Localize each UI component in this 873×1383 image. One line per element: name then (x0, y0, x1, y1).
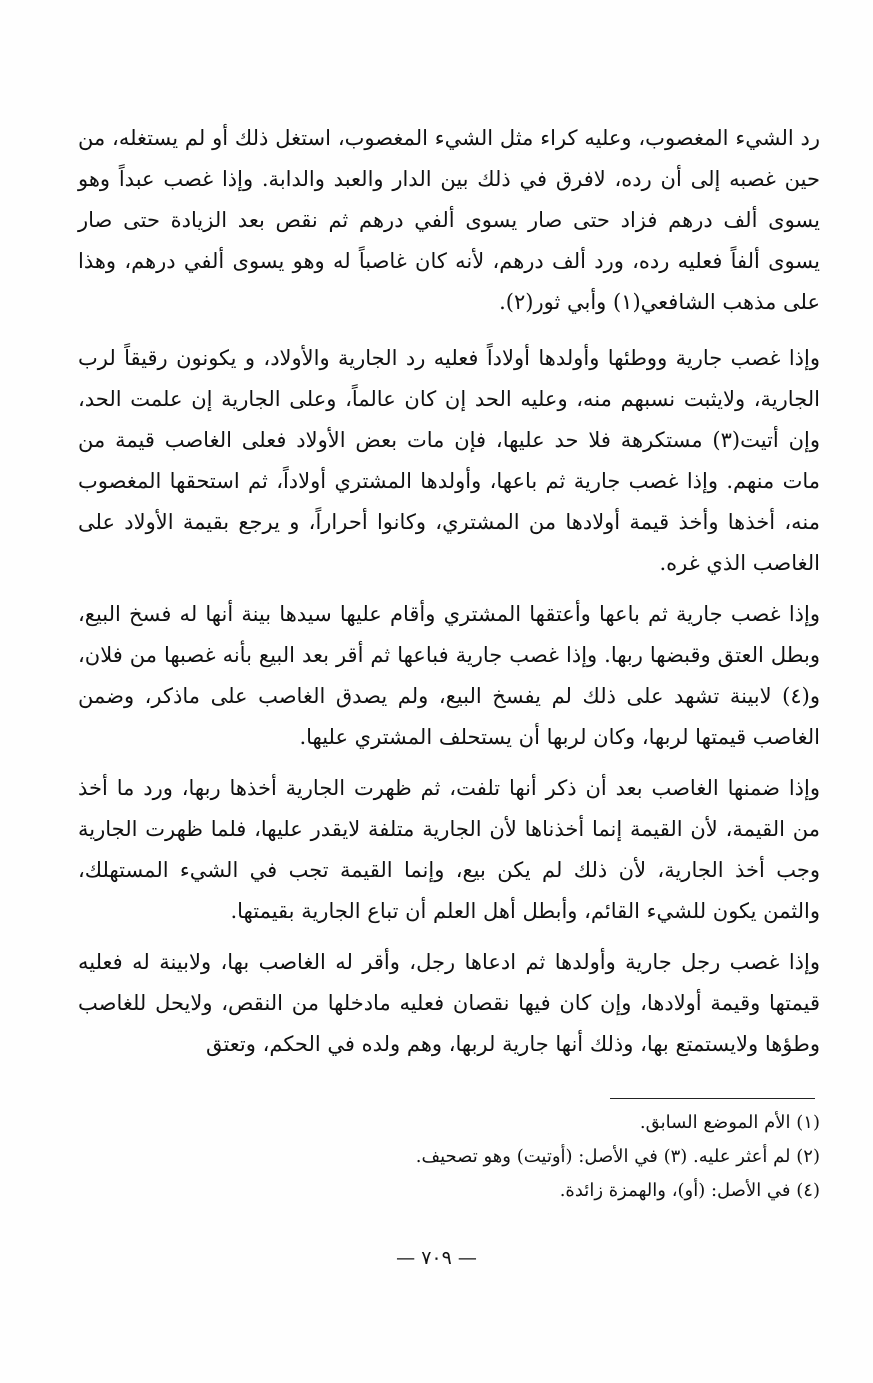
paragraph-usurped-slave-girl: وإذا غصب جارية ووطئها وأولدها أولاداً فعليه رد الجارية والأولاد، و يكونون رقيقاً لرب الجارية، ولايثبت نسبهم منه، وعليه الحد إن كان عالماً، وعلى الجارية إن علمت الحد، وإن أتيت(٣) مستكرهة فلا حد عليها، فإن مات بعض الأولاد فعلى الغاصب قيمة من مات منهم. وإذا غصب جارية ثم باعها، وأولدها المشتري أولاداً، ثم استحقها المغصوب منه، أخذها وأخذ قيمة أولادها من المشتري، وكانوا أحراراً، و يرجع بقيمة الأولاد على الغاصب الذي غره. (78, 346, 820, 575)
footnote-divider (610, 1098, 815, 1099)
paragraph-usurped-thing: رد الشيء المغصوب، وعليه كراء مثل الشيء المغصوب، استغل ذلك أو لم يستغله، من حين غصبه إلى أن رده، لافرق في ذلك بين الدار والعبد والدابة. وإذا غصب عبداً وهو يسوى ألف درهم فزاد حتى صار يسوى ألفي درهم ثم نقص بعد الزيادة حتى صار يسوى ألفاً فعليه رده، ورد ألف درهم، لأنه كان غاصباً له وهو يسوى ألفي درهم، وهذا على مذهب الشافعي(١) وأبي ثور(٢). (78, 126, 820, 314)
footnote-2-3: (٢) لم أعثر عليه. (٣) في الأصل: (أوتيت) وهو تصحيف. (415, 1146, 820, 1167)
footnote-4: (٤) في الأصل: (أو)، والهمزة زائدة. (559, 1180, 820, 1201)
footnote-1: (١) الأم الموضع السابق. (639, 1112, 820, 1133)
paragraph-sale-and-manumission: وإذا غصب جارية ثم باعها وأعتقها المشتري وأقام عليها سيدها بينة أنها له فسخ البيع، وبطل العتق وقبضها ربها. وإذا غصب جارية فباعها ثم أقر بعد البيع بأنه غصبها من فلان، و(٤) لابينة تشهد على ذلك لم يفسخ البيع، ولم يصدق الغاصب على ماذكر، وضمن الغاصب قيمتها لربها، وكان لربها أن يستحلف المشتري عليها. (78, 602, 820, 749)
paragraph-value-compensation: وإذا ضمنها الغاصب بعد أن ذكر أنها تلفت، ثم ظهرت الجارية أخذها ربها، ورد ما أخذ من القيمة، لأن القيمة إنما أخذناها لأن الجارية متلفة لايقدر عليها، فلما ظهرت الجارية وجب أخذ الجارية، لأن ذلك لم يكن بيع، وإنما القيمة تجب في الشيء المستهلك، والثمن يكون للشيء القائم، وأبطل أهل العلم أن تباع الجارية بقيمتها. (78, 776, 820, 923)
page-number: — ٧٠٩ — (396, 1247, 477, 1269)
paragraph-claimed-slave-girl: وإذا غصب رجل جارية وأولدها ثم ادعاها رجل، وأقر له الغاصب بها، ولابينة له فعليه قيمتها وقيمة أولادها، وإن كان فيها نقصان فعليه مادخلها من النقص، ولايحل للغاصب وطؤها ولايستمتع بها، وذلك أنها جارية لربها، وهم ولده في الحكم، وتعتق (78, 950, 820, 1056)
footnotes (300, 1106, 820, 1208)
